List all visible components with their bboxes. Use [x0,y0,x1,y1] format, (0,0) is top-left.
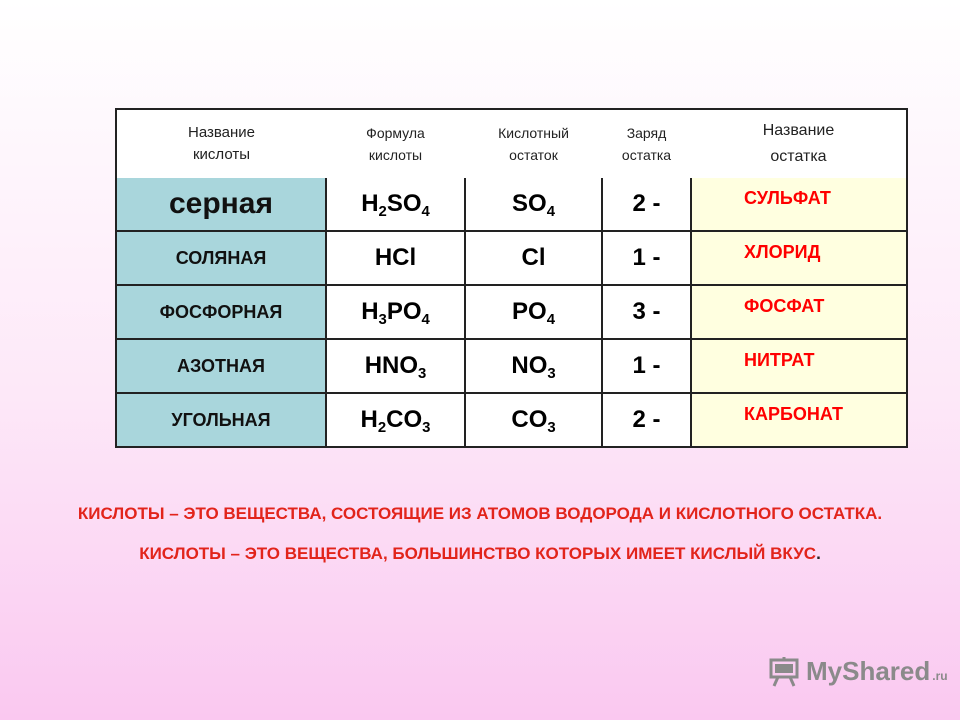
residue-charge-cell: 2 - [602,178,691,231]
formula-text: CO [386,406,423,433]
residue-name-cell: КАРБОНАТ [691,393,907,447]
table-row [116,178,907,231]
table-row [116,393,907,447]
header-acid-formula-line2: кислоты [368,147,423,163]
acid-name-cell: серная [116,178,326,231]
formula-subscript: 3 [418,366,427,383]
acid-formula-cell [326,285,465,339]
residue-charge-cell: 1 - [602,339,691,393]
acid-residue-cell [465,285,602,339]
formula-subscript: 2 [377,420,387,437]
logo-suffix: .ru [932,668,948,683]
header-acid-name-line2: кислоты [192,146,251,163]
definition-2-text: КИСЛОТЫ – ЭТО ВЕЩЕСТВА, БОЛЬШИНСТВО КОТОРЫХ ИМЕЕТ КИСЛЫЙ ВКУС [139,544,817,563]
header-residue-name [691,109,907,178]
formula-subscript: 3 [422,420,431,437]
residue-name-cell: НИТРАТ [691,339,907,393]
definition-2-period: . [816,544,821,563]
acid-name-cell: СОЛЯНАЯ [116,231,326,285]
header-acid-formula-line1: Формула [366,125,425,141]
formula-subscript: 4 [421,204,430,221]
formula-text: PO [386,298,422,325]
formula-text: H [360,406,378,433]
acid-formula-cell [326,178,465,231]
definition-2 [40,540,920,568]
acid-name-cell: УГОЛЬНАЯ [116,393,326,447]
acid-name-cell: ФОСФОРНАЯ [116,285,326,339]
header-residue-charge [602,109,691,178]
header-acid-name [116,109,326,178]
formula-subscript: 4 [421,312,430,329]
definition-1: КИСЛОТЫ – ЭТО ВЕЩЕСТВА, СОСТОЯЩИЕ ИЗ АТОМОВ ВОДОРОДА И КИСЛОТНОГО ОСТАТКА. [77,504,883,523]
formula-text: HCl [374,244,417,271]
acid-table-wrapper [115,108,908,448]
formula-subscript: 4 [546,204,555,221]
logo-text: MyShared [806,656,931,686]
acid-formula-cell [326,393,465,447]
acid-residue-cell [465,393,602,447]
formula-subscript: 3 [378,312,387,329]
formula-text: HNO [364,352,419,379]
formula-text: Cl [521,244,546,271]
acid-name-cell: АЗОТНАЯ [116,339,326,393]
acid-residue-cell [465,231,602,285]
formula-text: H [361,298,379,325]
formula-text: PO [512,298,547,325]
acid-formula-cell [326,339,465,393]
residue-name-cell: СУЛЬФАТ [691,178,907,231]
acid-table [115,108,908,448]
formula-text: CO [511,406,548,433]
presentation-board-icon [768,657,802,687]
table-row [116,231,907,285]
table-header-row [116,109,907,178]
header-residue-charge-line2: остатка [621,147,672,163]
header-acid-name-line1: Название [187,124,256,141]
formula-text: SO [386,190,422,217]
myshared-logo [768,656,948,687]
formula-subscript: 3 [547,420,556,437]
formula-subscript: 4 [546,312,555,329]
residue-charge-cell: 2 - [602,393,691,447]
header-acid-formula [326,109,465,178]
residue-charge-cell: 3 - [602,285,691,339]
residue-charge-cell: 1 - [602,231,691,285]
formula-text: H [361,190,379,217]
residue-name-cell: ФОСФАТ [691,285,907,339]
residue-name-cell: ХЛОРИД [691,231,907,285]
table-row [116,285,907,339]
header-acid-residue-line2: остаток [509,147,558,163]
header-acid-residue-line1: Кислотный [498,125,569,141]
header-acid-residue [465,109,602,178]
formula-text: SO [512,190,547,217]
header-residue-charge-line1: Заряд [626,125,667,141]
acid-residue-cell [465,339,602,393]
table-row [116,339,907,393]
formula-subscript: 3 [547,366,556,383]
header-residue-name-line2: остатка [770,148,827,165]
acid-residue-cell [465,178,602,231]
header-residue-name-line1: Название [762,122,835,139]
acid-formula-cell [326,231,465,285]
formula-subscript: 2 [378,204,387,221]
formula-text: NO [511,352,548,379]
acid-definitions [40,500,920,580]
